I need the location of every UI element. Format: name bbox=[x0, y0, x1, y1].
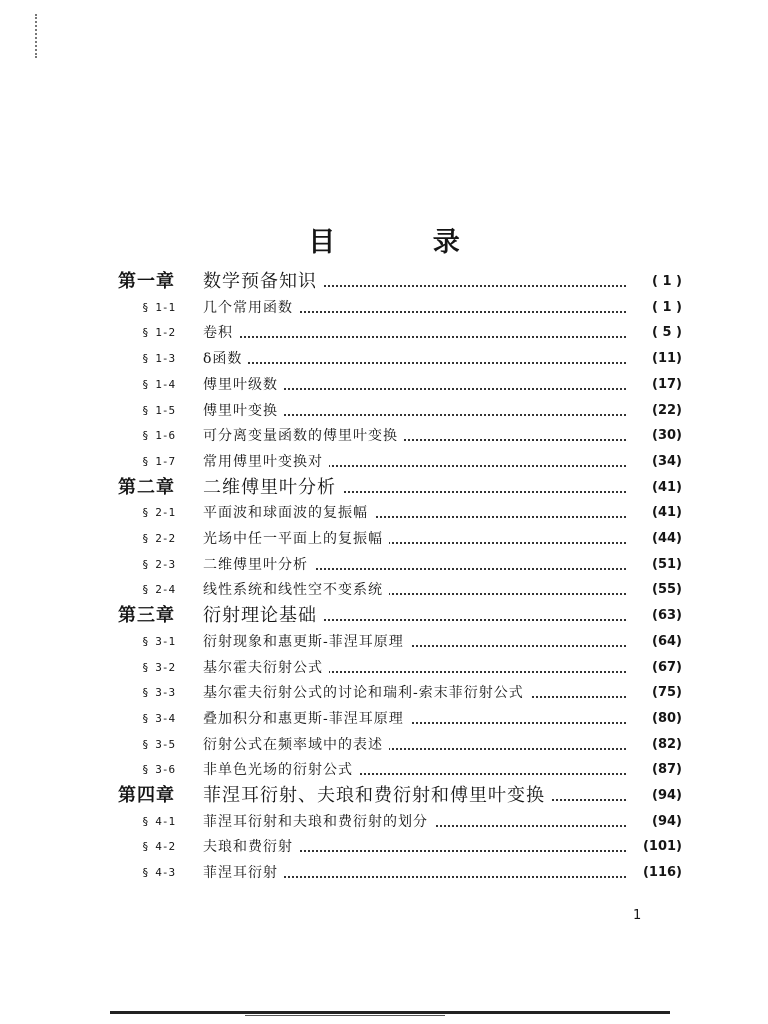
section-number: § 1-6 bbox=[142, 429, 176, 443]
section-number: § 1-7 bbox=[142, 454, 176, 468]
section-title: 常用傅里叶变换对 bbox=[203, 450, 329, 474]
section-number: § 1-4 bbox=[142, 377, 176, 391]
toc-section-row bbox=[0, 733, 768, 757]
page-reference: (64) bbox=[628, 630, 682, 654]
toc-section-row bbox=[0, 578, 768, 602]
section-title: 可分离变量函数的傅里叶变换 bbox=[203, 424, 404, 448]
section-number: § 2-2 bbox=[142, 532, 176, 545]
chapter-title: 衍射理论基础 bbox=[203, 604, 323, 628]
page-reference: (80) bbox=[628, 707, 682, 731]
toc-section-row bbox=[0, 861, 768, 885]
bottom-rule-secondary bbox=[245, 1015, 445, 1016]
page-reference: ( 1 ) bbox=[628, 296, 682, 320]
toc-section-row bbox=[0, 347, 768, 371]
toc-section-row bbox=[0, 296, 768, 320]
chapter-number: 第一章 bbox=[118, 271, 175, 292]
section-number: § 2-1 bbox=[142, 506, 176, 520]
toc-section-row bbox=[0, 758, 768, 782]
page-reference: (75) bbox=[628, 681, 682, 705]
toc-section-row bbox=[0, 810, 768, 834]
section-title: 衍射公式在频率域中的表述 bbox=[203, 733, 389, 757]
page-reference: (41) bbox=[628, 476, 682, 500]
dot-leader bbox=[203, 336, 630, 338]
toc-section-row bbox=[0, 656, 768, 680]
section-title: 傅里叶级数 bbox=[203, 373, 284, 397]
section-number: § 3-1 bbox=[142, 634, 176, 648]
page-reference: (11) bbox=[628, 347, 682, 371]
section-title: 叠加积分和惠更斯-菲涅耳原理 bbox=[203, 707, 410, 731]
section-number: § 3-5 bbox=[142, 737, 176, 751]
section-title: 非单色光场的衍射公式 bbox=[203, 758, 359, 782]
page-reference: (44) bbox=[628, 527, 682, 551]
section-title: 基尔霍夫衍射公式 bbox=[203, 656, 329, 680]
page-reference: (67) bbox=[628, 656, 682, 680]
page-reference: (17) bbox=[628, 373, 682, 397]
chapter-title: 数学预备知识 bbox=[203, 270, 323, 294]
toc-section-row bbox=[0, 835, 768, 859]
toc-section-row bbox=[0, 450, 768, 474]
toc-section-row bbox=[0, 707, 768, 731]
section-title: 光场中任一平面上的复振幅 bbox=[203, 527, 389, 551]
toc-section-row bbox=[0, 630, 768, 654]
section-title: 菲涅耳衍射和夫琅和费衍射的划分 bbox=[203, 810, 434, 834]
toc-section-row bbox=[0, 373, 768, 397]
section-number: § 1-3 bbox=[142, 352, 176, 366]
page-title: 目 录 bbox=[308, 227, 504, 259]
toc-chapter-row bbox=[0, 784, 768, 808]
chapter-title: 二维傅里叶分析 bbox=[203, 476, 342, 500]
section-number: § 3-4 bbox=[142, 711, 176, 725]
section-title: 衍射现象和惠更斯-菲涅耳原理 bbox=[203, 630, 410, 654]
section-title: δ函数 bbox=[203, 347, 248, 371]
toc-section-row bbox=[0, 681, 768, 705]
section-title: 几个常用函数 bbox=[203, 296, 299, 320]
section-title: 傅里叶变换 bbox=[203, 399, 284, 423]
toc-section-row bbox=[0, 399, 768, 423]
section-number: § 4-1 bbox=[142, 814, 176, 828]
section-number: § 2-3 bbox=[142, 557, 176, 571]
bottom-rule bbox=[110, 1011, 670, 1014]
page-reference: (116) bbox=[628, 861, 682, 885]
section-number: § 2-4 bbox=[142, 583, 176, 597]
page-reference: (94) bbox=[628, 810, 682, 834]
toc-section-row bbox=[0, 501, 768, 525]
section-title: 二维傅里叶分析 bbox=[203, 553, 314, 577]
toc-section-row bbox=[0, 553, 768, 577]
toc-chapter-row bbox=[0, 604, 768, 628]
chapter-number: 第四章 bbox=[118, 785, 175, 806]
page-reference: (51) bbox=[628, 553, 682, 577]
page-reference: ( 1 ) bbox=[628, 270, 682, 294]
page-reference: (63) bbox=[628, 604, 682, 628]
chapter-title: 菲涅耳衍射、夫琅和费衍射和傅里叶变换 bbox=[203, 784, 551, 808]
scan-specks bbox=[35, 14, 39, 58]
page-reference: (82) bbox=[628, 733, 682, 757]
page-reference: ( 5 ) bbox=[628, 321, 682, 345]
section-title: 平面波和球面波的复振幅 bbox=[203, 501, 374, 525]
toc-chapter-row bbox=[0, 476, 768, 500]
page-reference: (22) bbox=[628, 399, 682, 423]
chapter-number: 第三章 bbox=[118, 605, 175, 627]
section-number: § 3-3 bbox=[142, 686, 176, 700]
page-reference: (87) bbox=[628, 758, 682, 782]
section-number: § 1-2 bbox=[142, 326, 176, 340]
section-number: § 4-2 bbox=[142, 840, 176, 854]
page-reference: (94) bbox=[628, 784, 682, 808]
page-reference: (30) bbox=[628, 424, 682, 448]
section-title: 基尔霍夫衍射公式的讨论和瑞利-索末菲衍射公式 bbox=[203, 681, 530, 705]
section-number: § 1-5 bbox=[142, 403, 176, 417]
toc-chapter-row bbox=[0, 270, 768, 294]
section-number: § 3-2 bbox=[142, 660, 176, 674]
chapter-number: 第二章 bbox=[118, 476, 175, 498]
toc-section-row bbox=[0, 321, 768, 345]
section-title: 菲涅耳衍射 bbox=[203, 861, 284, 885]
section-title: 线性系统和线性空不变系统 bbox=[203, 578, 389, 602]
page-reference: (55) bbox=[628, 578, 682, 602]
page-reference: (101) bbox=[628, 835, 682, 859]
section-title: 卷积 bbox=[203, 321, 239, 345]
section-title: 夫琅和费衍射 bbox=[203, 835, 299, 859]
page-reference: (34) bbox=[628, 450, 682, 474]
dot-leader bbox=[203, 362, 630, 364]
toc-section-row bbox=[0, 424, 768, 448]
section-number: § 1-1 bbox=[142, 300, 176, 314]
toc-section-row bbox=[0, 527, 768, 551]
section-number: § 3-6 bbox=[142, 763, 176, 777]
section-number: § 4-3 bbox=[142, 866, 176, 880]
page-number: 1 bbox=[633, 908, 642, 923]
page-reference: (41) bbox=[628, 501, 682, 525]
